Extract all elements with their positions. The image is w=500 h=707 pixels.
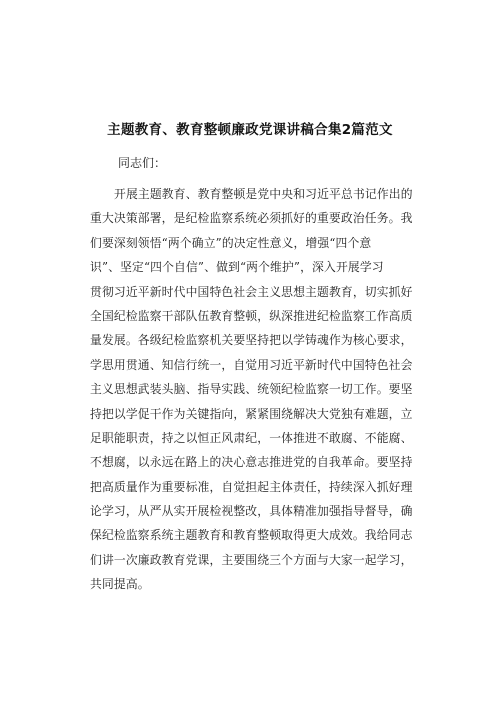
paragraph-line: 们要深刻领悟“两个确立”的决定性意义，增强“四个意 bbox=[90, 235, 372, 250]
paragraph-line: 学思用贯通、知信行统一，自觉用习近平新时代中国特色社会 bbox=[90, 357, 413, 372]
paragraph-line: 识”、坚定“四个自信”、做到“两个维护”，深入开展学习 bbox=[90, 260, 384, 275]
paragraph-line: 重大决策部署，是纪检监察系统必须抓好的重要政治任务。我 bbox=[90, 211, 413, 226]
body-paragraph bbox=[90, 182, 420, 597]
paragraph-line: 论学习，从严从实开展检视整改，具体精准加强指导督导，确 bbox=[90, 504, 413, 519]
paragraph-line: 把高质量作为重要标准，自觉担起主体责任，持续深入抓好理 bbox=[90, 479, 413, 494]
paragraph-line: 们讲一次廉政教育党课，主要围绕三个方面与大家一起学习， bbox=[90, 552, 413, 567]
paragraph-line: 量发展。各级纪检监察机关要坚持把以学铸魂作为核心要求， bbox=[90, 333, 413, 348]
paragraph-line: 全国纪检监察干部队伍教育整顿，纵深推进纪检监察工作高质 bbox=[90, 308, 413, 323]
document-title: 主题教育、教育整顿廉政党课讲稿合集2篇范文 bbox=[107, 122, 393, 138]
paragraph-line: 开展主题教育、教育整顿是党中央和习近平总书记作出的 bbox=[114, 187, 413, 201]
paragraph-line: 主义思想武装头脑、指导实践、统领纪检监察一切工作。要坚 bbox=[90, 382, 413, 397]
paragraph-line: 贯彻习近平新时代中国特色社会主义思想主题教育，切实抓好 bbox=[90, 284, 413, 299]
paragraph-line: 持把以学促干作为关键指向，紧紧围绕解决大党独有难题，立 bbox=[90, 406, 413, 421]
salutation: 同志们： bbox=[118, 156, 167, 170]
paragraph-line: 共同提高。 bbox=[90, 577, 150, 592]
paragraph-line: 保纪检监察系统主题教育和教育整顿取得更大成效。我给同志 bbox=[90, 528, 413, 543]
paragraph-line: 不想腐，以永远在路上的决心意志推进党的自我革命。要坚持 bbox=[90, 455, 413, 470]
paragraph-line: 足职能职责，持之以恒正风肃纪，一体推进不敢腐、不能腐、 bbox=[90, 430, 413, 445]
